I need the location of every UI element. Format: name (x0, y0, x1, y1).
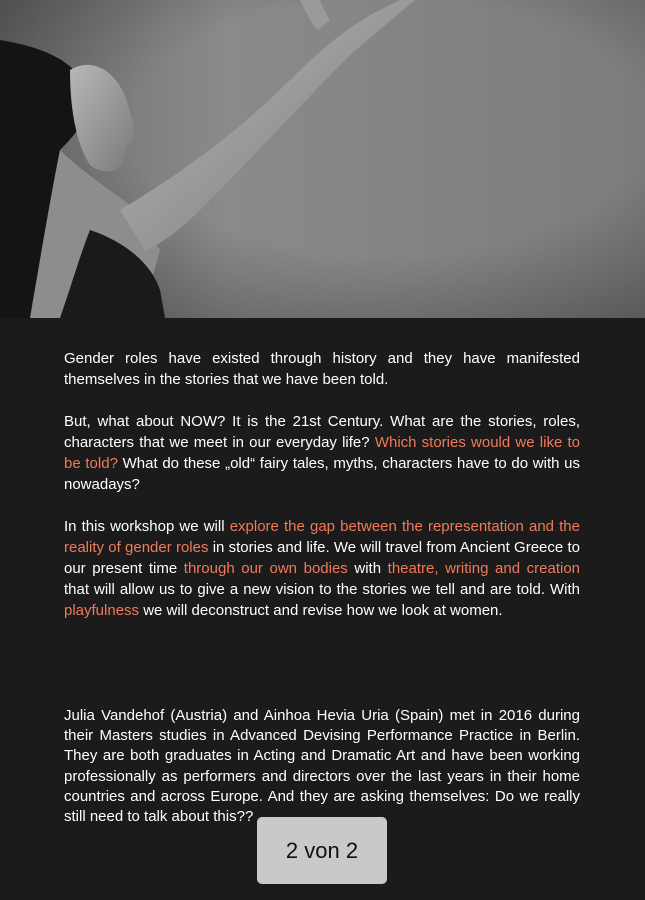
paragraph-question (64, 411, 580, 495)
highlight-own-bodies: through our own bodies (183, 560, 348, 577)
bio-paragraph: Julia Vandehof (Austria) and Ainhoa Hevia Uria (Spain) met in 2016 during their Masters studies in Advanced Devising Performance Practice in Berlin. They are both graduates in Acting and Dramatic Art and have been working professionally as performers and directors over the last years in their home countries and across Europe. And they are asking themselves: Do we really still need to talk about this?? (64, 707, 580, 826)
highlight-stories-question: Which stories would we like to be told? (64, 434, 580, 472)
paragraph-intro (64, 348, 580, 390)
paragraph-workshop (64, 516, 580, 621)
highlight-playfulness: playfulness (64, 602, 140, 619)
highlight-explore-gap: explore the gap between the representation and the reality of gender roles (64, 518, 580, 556)
paragraph-workshop-text-c: with (347, 560, 388, 577)
page-indicator-badge: 2 von 2 (257, 817, 387, 884)
paragraph-workshop-text-d: that will allow us to give a new vision to the stories we tell and are told. With (64, 581, 580, 598)
paragraph-question-text-b: What do these „old“ fairy tales, myths, characters have to do with us nowadays? (64, 455, 580, 493)
header-photo (0, 0, 645, 318)
paragraph-intro-text: Gender roles have existed through history and they have manifested themselves in the stories that we have been told. (64, 350, 580, 388)
highlight-theatre-writing: theatre, writing and creation (387, 560, 580, 577)
paragraph-workshop-text-b: in stories and life. We will travel from Ancient Greece to our present time (64, 539, 580, 577)
paragraph-question-text-a: But, what about NOW? It is the 21st Century. What are the stories, roles, characters that we meet in our everyday life? (64, 413, 580, 451)
paragraph-workshop-text-e: we will deconstruct and revise how we look at women. (139, 602, 503, 619)
main-text (64, 348, 580, 642)
performer-photo-icon (0, 0, 645, 318)
paragraph-workshop-text-a: In this workshop we will (64, 518, 230, 535)
